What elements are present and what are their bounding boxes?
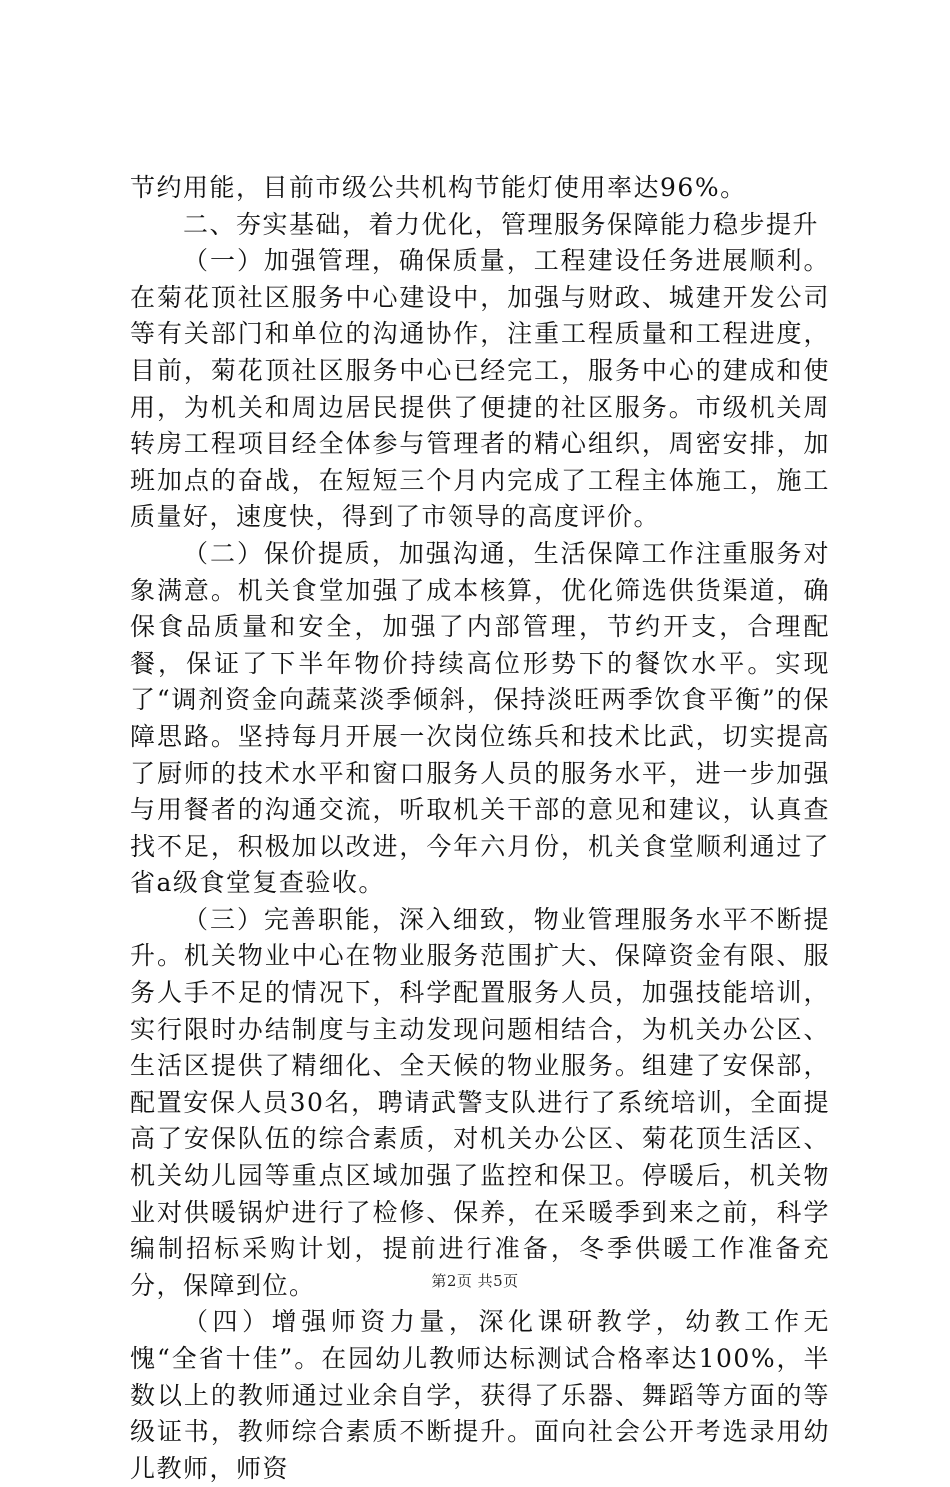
paragraph-canteen: （二）保价提质，加强沟通，生活保障工作注重服务对象满意。机关食堂加强了成本核算，优化筛选供货渠道，确保食品质量和安全，加强了内部管理，节约开支，合理配餐，保证了下半年物价持续高位形势下的餐饮水平。实现了“调剂资金向蔬菜淡季倾斜，保持淡旺两季饮食平衡”的保障思路。坚持每月开展一次岗位练兵和技术比武，切实提高了厨师的技术水平和窗口服务人员的服务水平，进一步加强与用餐者的沟通交流，听取机关干部的意见和建议，认真查找不足，积极加以改进，今年六月份，机关食堂顺利通过了省a级食堂复查验收。	[130, 538, 830, 898]
paragraph-kindergarten: （四）增强师资力量，深化课研教学，幼教工作无愧“全省十佳”。在园幼儿教师达标测试合格率达100%，半数以上的教师通过业余自学，获得了乐器、舞蹈等方面的等级证书，教师综合素质不断提升。面向社会公开考选录用幼儿教师，师资	[130, 1307, 830, 1483]
paragraph-construction: （一）加强管理，确保质量，工程建设任务进展顺利。在菊花顶社区服务中心建设中，加强与财政、城建开发公司等有关部门和单位的沟通协作，注重工程质量和工程进度，目前，菊花顶社区服务中心已经完工，服务中心的建成和使用，为机关和周边居民提供了便捷的社区服务。市级机关周转房工程项目经全体参与管理者的精心组织，周密安排，加班加点的奋战，在短短三个月内完成了工程主体施工，施工质量好，速度快，得到了市领导的高度评价。	[130, 246, 830, 532]
paragraph-continuation: 节约用能，目前市级公共机构节能灯使用率达96%。	[130, 173, 747, 202]
paragraph-property: （三）完善职能，深入细致，物业管理服务水平不断提升。机关物业中心在物业服务范围扩大、保障资金有限、服务人手不足的情况下，科学配置服务人员，加强技能培训，实行限时办结制度与主动发现问题相结合，为机关办公区、生活区提供了精细化、全天候的物业服务。组建了安保部，配置安保人员30名，聘请武警支队进行了系统培训，全面提高了安保队伍的综合素质，对机关办公区、菊花顶生活区、机关幼儿园等重点区域加强了监控和保卫。停暖后，机关物业对供暖锅炉进行了检修、保养，在采暖季到来之前，科学编制招标采购计划，提前进行准备，冬季供暖工作准备充分，保障到位。	[130, 904, 830, 1300]
page-number-footer: 第2页 共5页	[431, 1272, 519, 1290]
section-heading: 二、夯实基础，着力优化，管理服务保障能力稳步提升	[183, 209, 820, 239]
